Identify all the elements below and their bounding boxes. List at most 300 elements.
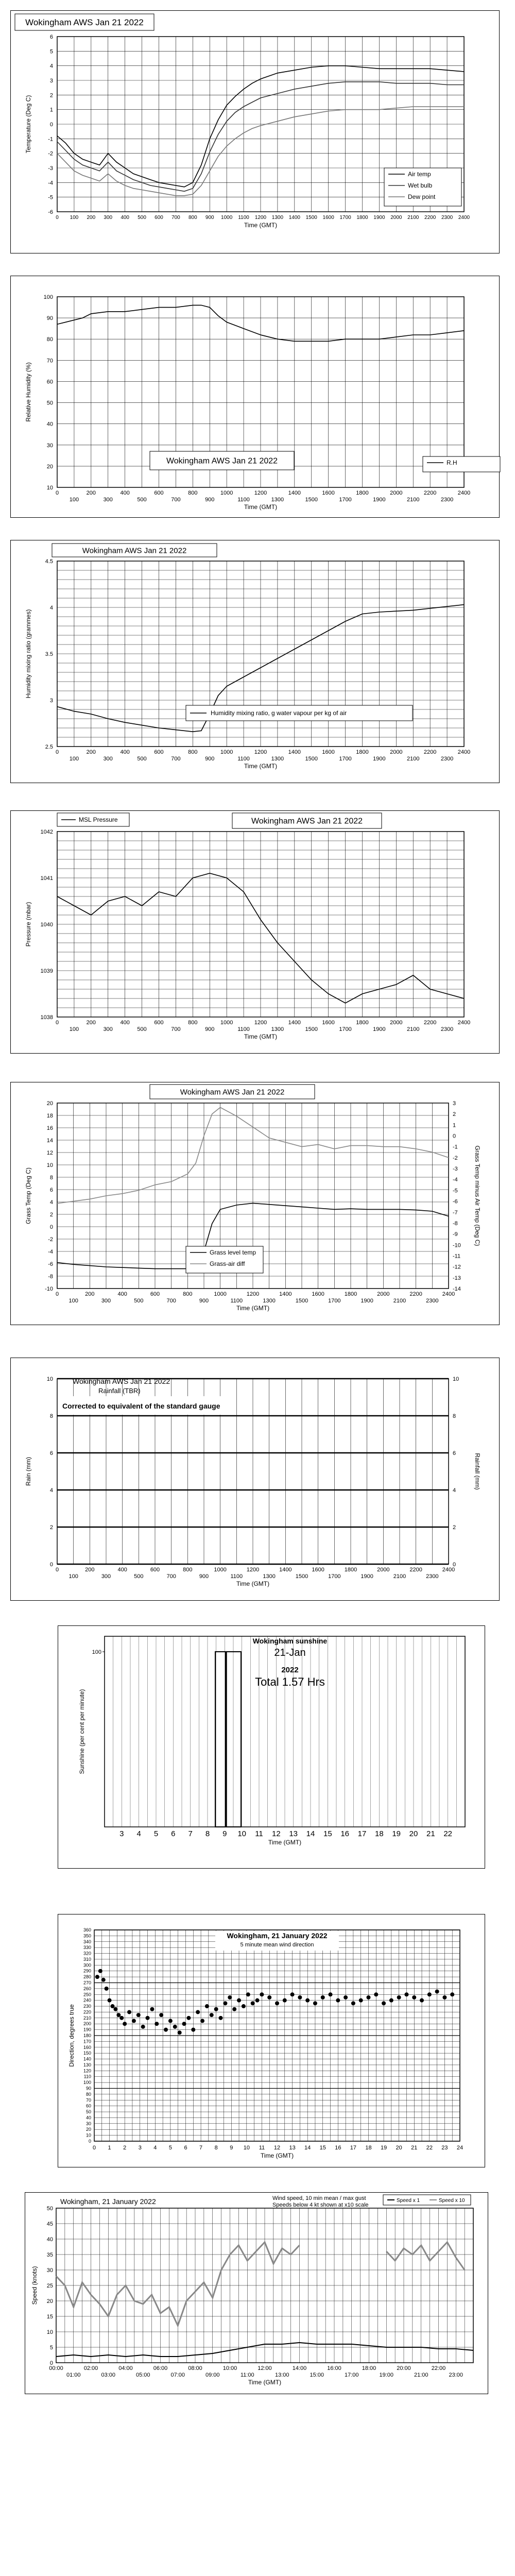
x-tick-label: 24 — [456, 2145, 464, 2151]
y-tick-label: 90 — [46, 315, 53, 322]
x-tick-label: 1200 — [254, 490, 267, 496]
legend-label: Dew point — [408, 193, 436, 200]
y-tick-label: 280 — [83, 1974, 91, 1980]
x-tick-label: 8 — [214, 2145, 218, 2151]
y-tick-label: 0 — [49, 1562, 53, 1568]
y-tick-label: 110 — [83, 2074, 91, 2079]
x-tick-label: 300 — [103, 497, 113, 503]
x-tick-label: 2400 — [457, 749, 471, 755]
chart-title: Wokingham AWS Jan 21 2022 — [180, 1088, 285, 1097]
y-tick-label: 2 — [49, 1524, 53, 1531]
y-tick-label: -1 — [48, 136, 53, 143]
chart-subtitle: Wind speed, 10 min mean / max gust — [272, 2195, 366, 2201]
x-tick-label: 15 — [323, 1829, 332, 1838]
x-tick-label: 500 — [138, 215, 146, 221]
x-tick-label: 23 — [441, 2145, 448, 2151]
x-tick-label: 19:00 — [379, 2372, 394, 2378]
data-point — [141, 2025, 145, 2029]
x-tick-label: 700 — [171, 756, 181, 762]
y-tick-label: 1 — [49, 107, 53, 113]
y-tick-label: 4 — [49, 605, 53, 611]
y2-tick-label: -7 — [453, 1209, 458, 1216]
data-point — [108, 1998, 112, 2003]
data-point — [191, 2028, 195, 2032]
y-tick-label: 210 — [83, 2015, 91, 2021]
y2-axis-label: Grass Temp minus Air Temp (Deg C) — [474, 1145, 481, 1246]
y-tick-label: 50 — [46, 2206, 53, 2212]
y-axis-label: Sunshine (per cent per minute) — [78, 1689, 85, 1774]
y-tick-label: 3 — [49, 78, 53, 84]
x-tick-label: 1700 — [339, 215, 351, 221]
x-tick-label: 800 — [188, 215, 197, 221]
y-tick-label: 240 — [83, 1997, 91, 2003]
y-tick-label: 30 — [46, 442, 53, 449]
data-point — [313, 2001, 317, 2005]
y-tick-label: 14 — [46, 1138, 53, 1144]
y-tick-label: 180 — [83, 2033, 91, 2038]
y-tick-label: 1040 — [40, 922, 53, 928]
chart-subtitle: 5 minute mean wind direction — [240, 1942, 314, 1948]
y2-tick-label: -4 — [453, 1177, 458, 1183]
x-tick-label: 2300 — [440, 756, 454, 762]
x-axis-label: Time (GMT) — [244, 1033, 278, 1040]
data-point — [182, 2022, 186, 2026]
x-tick-label: 1200 — [246, 1291, 260, 1297]
x-tick-label: 13 — [289, 1829, 298, 1838]
y-tick-label: 10 — [46, 1162, 53, 1168]
data-point — [321, 1995, 325, 1999]
annotation: Corrected to equivalent of the standard gauge — [62, 1402, 220, 1410]
x-tick-label: 07:00 — [170, 2372, 185, 2378]
x-tick-label: 10 — [237, 1829, 247, 1838]
y-tick-label: 360 — [83, 1927, 91, 1933]
x-tick-label: 11:00 — [240, 2372, 254, 2378]
y2-tick-label: -5 — [453, 1188, 458, 1194]
y-tick-label: 120 — [83, 2068, 91, 2074]
y-tick-label: 100 — [83, 2080, 91, 2086]
chart-title: Wokingham AWS Jan 21 2022 — [73, 1377, 170, 1385]
y2-tick-label: -11 — [453, 1253, 461, 1260]
x-tick-label: 1100 — [230, 1573, 243, 1580]
x-tick-label: 300 — [101, 1573, 111, 1580]
x-tick-label: 1500 — [305, 497, 318, 503]
x-tick-label: 1900 — [373, 215, 385, 221]
x-tick-label: 200 — [85, 1567, 95, 1573]
chart-subtitle: Rainfall (TBR) — [98, 1387, 141, 1395]
x-tick-label: 600 — [154, 215, 163, 221]
x-tick-label: 05:00 — [135, 2372, 150, 2378]
y-tick-label: 16 — [46, 1125, 53, 1131]
y-tick-label: 3 — [49, 698, 53, 704]
x-tick-label: 2200 — [409, 1567, 422, 1573]
x-tick-label: 2000 — [390, 1020, 403, 1026]
x-tick-label: 1900 — [360, 1298, 373, 1304]
x-axis-label: Time (GMT) — [260, 2152, 294, 2159]
x-tick-label: 2200 — [423, 490, 437, 496]
x-tick-label: 20 — [396, 2145, 402, 2151]
x-tick-label: 0 — [55, 1567, 59, 1573]
x-tick-label: 300 — [103, 756, 113, 762]
y-tick-label: 45 — [46, 2221, 53, 2227]
x-tick-label: 10 — [243, 2145, 250, 2151]
x-tick-label: 2400 — [457, 490, 471, 496]
data-point — [105, 1987, 109, 1991]
x-tick-label: 2300 — [441, 215, 453, 221]
y2-tick-label: -14 — [453, 1286, 461, 1292]
x-tick-label: 1900 — [373, 497, 386, 503]
data-point — [223, 2001, 227, 2005]
x-tick-label: 0 — [56, 215, 59, 221]
x-tick-label: 900 — [205, 497, 215, 503]
y-tick-label: 40 — [46, 421, 53, 428]
x-tick-label: 15 — [319, 2145, 326, 2151]
x-tick-label: 19 — [392, 1829, 401, 1838]
chart-title: Wokingham AWS Jan 21 2022 — [82, 546, 187, 555]
legend-label: Air temp — [408, 171, 431, 178]
y-tick-label: 20 — [46, 1100, 53, 1107]
x-tick-label: 1800 — [356, 215, 368, 221]
data-point — [200, 2019, 204, 2023]
x-tick-label: 700 — [171, 215, 180, 221]
x-tick-label: 1300 — [263, 1298, 276, 1304]
x-tick-label: 17:00 — [344, 2372, 359, 2378]
y2-tick-label: 0 — [453, 1562, 456, 1568]
y-tick-label: 8 — [49, 1413, 53, 1419]
legend-label: MSL Pressure — [79, 816, 118, 823]
x-tick-label: 14 — [304, 2145, 311, 2151]
x-tick-label: 500 — [137, 1026, 147, 1032]
y-tick-label: 1038 — [40, 1014, 53, 1021]
x-tick-label: 1600 — [312, 1291, 324, 1297]
x-tick-label: 2300 — [440, 1026, 454, 1032]
x-tick-label: 800 — [188, 1020, 198, 1026]
x-tick-label: 19 — [380, 2145, 387, 2151]
x-tick-label: 2200 — [409, 1291, 422, 1297]
data-point — [173, 2025, 177, 2029]
data-point — [219, 2016, 223, 2020]
x-tick-label: 2300 — [426, 1573, 439, 1580]
x-axis-label: Time (GMT) — [268, 1839, 302, 1846]
x-tick-label: 300 — [101, 1298, 111, 1304]
chart-pressure — [10, 810, 500, 1054]
data-point — [154, 2022, 159, 2026]
x-tick-label: 1800 — [344, 1567, 357, 1573]
x-tick-label: 09:00 — [205, 2372, 220, 2378]
y-tick-label: 10 — [46, 485, 53, 491]
legend-label: Grass-air diff — [210, 1260, 245, 1267]
x-tick-label: 9 — [230, 2145, 233, 2151]
x-tick-label: 16:00 — [327, 2365, 341, 2371]
x-tick-label: 2100 — [407, 756, 420, 762]
y-tick-label: -3 — [48, 165, 53, 172]
x-tick-label: 2300 — [426, 1298, 439, 1304]
y-tick-label: -8 — [48, 1274, 53, 1280]
chart-title: Wokingham AWS Jan 21 2022 — [251, 817, 363, 826]
y2-tick-label: 0 — [453, 1133, 456, 1140]
x-tick-label: 1800 — [356, 1020, 369, 1026]
y-tick-label: -2 — [48, 150, 53, 157]
data-point — [146, 2016, 150, 2020]
y2-tick-label: -12 — [453, 1264, 461, 1270]
data-point — [404, 1992, 408, 1996]
x-tick-label: 1 — [108, 2145, 111, 2151]
x-tick-label: 9 — [222, 1829, 227, 1838]
y-tick-label: 80 — [85, 2091, 91, 2097]
x-axis-label: Time (GMT) — [236, 1304, 270, 1312]
y2-tick-label: 1 — [453, 1122, 456, 1129]
x-tick-label: 1800 — [344, 1291, 357, 1297]
y-tick-label: -6 — [48, 209, 53, 215]
y2-tick-label: -6 — [453, 1198, 458, 1205]
x-tick-label: 900 — [205, 1026, 215, 1032]
chart-wind-speed — [25, 2192, 488, 2394]
x-tick-label: 1200 — [254, 1020, 267, 1026]
x-tick-label: 0 — [92, 2145, 96, 2151]
y-tick-label: 0 — [49, 1224, 53, 1230]
legend-label: Speed x 10 — [439, 2198, 465, 2204]
y2-tick-label: -13 — [453, 1275, 461, 1281]
x-tick-label: 2100 — [407, 497, 420, 503]
chart-grass-temp — [10, 1082, 500, 1325]
y2-tick-label: 2 — [453, 1524, 456, 1531]
legend-label: Grass level temp — [210, 1249, 256, 1256]
y-axis-label: Speed (knots) — [31, 2266, 38, 2305]
data-point — [123, 2022, 127, 2026]
x-tick-label: 1800 — [356, 490, 369, 496]
x-tick-label: 900 — [199, 1573, 209, 1580]
x-tick-label: 1000 — [220, 490, 233, 496]
x-tick-label: 18 — [374, 1829, 384, 1838]
y2-tick-label: 6 — [453, 1450, 456, 1456]
x-tick-label: 700 — [171, 1026, 181, 1032]
data-point — [113, 2007, 117, 2011]
x-axis-label: Time (GMT) — [248, 2379, 282, 2386]
y-tick-label: 50 — [46, 400, 53, 406]
x-tick-label: 100 — [69, 497, 79, 503]
x-tick-label: 1600 — [312, 1567, 324, 1573]
data-point — [374, 1992, 378, 1996]
x-tick-label: 18 — [365, 2145, 372, 2151]
x-tick-label: 1700 — [339, 756, 352, 762]
x-tick-label: 01:00 — [66, 2372, 81, 2378]
x-tick-label: 1700 — [328, 1298, 341, 1304]
y-axis-label: Relative Humidity (%) — [25, 362, 32, 422]
y-tick-label: 70 — [46, 358, 53, 364]
legend-label: R.H — [447, 459, 457, 466]
data-point — [435, 1990, 439, 1994]
x-tick-label: 0 — [55, 1291, 59, 1297]
y-tick-label: 80 — [46, 336, 53, 343]
y-tick-label: 30 — [85, 2121, 91, 2126]
y-tick-label: 2 — [49, 92, 53, 99]
x-tick-label: 1100 — [237, 1026, 250, 1032]
y-tick-label: 35 — [46, 2252, 53, 2258]
x-tick-label: 2400 — [458, 215, 470, 221]
x-tick-label: 1900 — [360, 1573, 373, 1580]
data-point — [260, 1992, 264, 1996]
y-axis-label: Rain (mm) — [25, 1457, 32, 1486]
x-axis-label: Time (GMT) — [244, 503, 278, 511]
x-tick-label: 1500 — [305, 756, 318, 762]
x-tick-label: 1000 — [221, 215, 233, 221]
data-point — [298, 1995, 302, 1999]
data-point — [178, 2030, 182, 2035]
data-point — [275, 2001, 279, 2005]
x-tick-label: 1100 — [237, 497, 250, 503]
x-tick-label: 1300 — [271, 497, 284, 503]
data-point — [251, 2001, 255, 2005]
data-point — [255, 1998, 260, 2003]
x-tick-label: 2400 — [457, 1020, 471, 1026]
x-tick-label: 500 — [137, 756, 147, 762]
x-tick-label: 200 — [85, 1291, 95, 1297]
legend-label: Humidity mixing ratio, g water vapour per kg of air — [211, 709, 347, 717]
y-tick-label: 1042 — [40, 829, 53, 835]
x-tick-label: 400 — [121, 215, 130, 221]
x-tick-label: 1400 — [288, 490, 301, 496]
x-tick-label: 2200 — [423, 749, 437, 755]
x-tick-label: 00:00 — [49, 2365, 63, 2371]
y-tick-label: 18 — [46, 1113, 53, 1119]
chart-rainfall — [10, 1358, 500, 1601]
x-tick-label: 1200 — [246, 1567, 260, 1573]
y2-tick-label: 8 — [453, 1413, 456, 1419]
x-tick-label: 1300 — [263, 1573, 276, 1580]
x-tick-label: 500 — [134, 1298, 144, 1304]
data-point — [397, 1995, 401, 1999]
data-point — [232, 2007, 236, 2011]
data-point — [98, 1969, 102, 1973]
x-tick-label: 4 — [153, 2145, 157, 2151]
x-tick-label: 700 — [171, 497, 181, 503]
x-tick-label: 22 — [426, 2145, 433, 2151]
x-tick-label: 100 — [69, 756, 79, 762]
x-tick-label: 1100 — [237, 756, 250, 762]
x-tick-label: 13:00 — [274, 2372, 289, 2378]
legend-label: Wet bulb — [408, 182, 433, 189]
y-tick-label: 160 — [83, 2044, 91, 2050]
x-tick-label: 3 — [138, 2145, 142, 2151]
y-tick-label: 5 — [49, 48, 53, 55]
data-point — [127, 2010, 131, 2014]
x-axis-label: Time (GMT) — [244, 762, 278, 770]
total-label: Total 1.57 Hrs — [255, 1675, 325, 1688]
x-tick-label: 800 — [188, 490, 198, 496]
x-tick-label: 400 — [117, 1291, 127, 1297]
y2-tick-label: -2 — [453, 1155, 458, 1161]
y-axis-label: Humidity mixing ratio (grammes) — [25, 609, 32, 699]
y-tick-label: 20 — [85, 2127, 91, 2132]
y-tick-label: 270 — [83, 1980, 91, 1986]
y2-tick-label: -10 — [453, 1242, 461, 1249]
y-tick-label: -4 — [48, 180, 53, 187]
y2-tick-label: -1 — [453, 1144, 458, 1150]
x-tick-label: 600 — [150, 1567, 160, 1573]
chart-title: Wokingham, 21 January 2022 — [60, 2197, 156, 2206]
x-tick-label: 1800 — [356, 749, 369, 755]
data-point — [101, 1978, 106, 1982]
y-tick-label: 1041 — [40, 875, 53, 882]
y-axis-label: Pressure (mbar) — [25, 902, 32, 947]
y-tick-label: 310 — [83, 1956, 91, 1962]
x-tick-label: 2100 — [393, 1573, 406, 1580]
x-tick-label: 03:00 — [101, 2372, 116, 2378]
x-tick-label: 2000 — [377, 1567, 390, 1573]
y-tick-label: 230 — [83, 2004, 91, 2009]
y-tick-label: 170 — [83, 2039, 91, 2044]
x-tick-label: 4 — [136, 1829, 141, 1838]
x-axis-label: Time (GMT) — [244, 222, 278, 229]
data-point — [367, 1995, 371, 1999]
x-tick-label: 8 — [205, 1829, 210, 1838]
x-tick-label: 1400 — [279, 1291, 292, 1297]
data-point — [196, 2010, 200, 2014]
x-tick-label: 1400 — [288, 749, 301, 755]
x-tick-label: 600 — [154, 1020, 164, 1026]
x-tick-label: 12 — [271, 1829, 281, 1838]
chart-sunshine — [58, 1625, 485, 1869]
y-tick-label: 30 — [46, 2267, 53, 2274]
data-point — [111, 2004, 115, 2008]
legend-label: Speed x 1 — [397, 2198, 420, 2204]
x-tick-label: 1200 — [254, 215, 267, 221]
x-tick-label: 12 — [273, 2145, 281, 2151]
chart-temperature — [10, 10, 500, 253]
data-point — [283, 1998, 287, 2003]
x-tick-label: 17 — [350, 2145, 357, 2151]
data-point — [168, 2019, 173, 2023]
x-tick-label: 900 — [199, 1298, 209, 1304]
x-tick-label: 1900 — [373, 1026, 386, 1032]
y-tick-label: 0 — [49, 2360, 53, 2366]
x-tick-label: 1300 — [271, 1026, 284, 1032]
y-tick-label: 40 — [46, 2236, 53, 2243]
data-point — [242, 2004, 246, 2008]
y2-tick-label: 4 — [453, 1487, 456, 1494]
series-line-speed-x10 — [386, 2242, 465, 2270]
x-tick-label: 08:00 — [188, 2365, 202, 2371]
x-tick-label: 22 — [443, 1829, 453, 1838]
x-tick-label: 7 — [188, 1829, 193, 1838]
chart-wind-direction — [58, 1914, 485, 2167]
x-tick-label: 1600 — [322, 215, 334, 221]
y-tick-label: 60 — [85, 2103, 91, 2109]
x-tick-label: 0 — [55, 1020, 59, 1026]
x-tick-label: 1600 — [322, 1020, 335, 1026]
x-tick-label: 7 — [199, 2145, 203, 2151]
x-tick-label: 900 — [205, 215, 214, 221]
data-point — [450, 1992, 454, 1996]
y-tick-label: 4 — [49, 1487, 53, 1494]
y-tick-label: 1039 — [40, 968, 53, 974]
x-tick-label: 11 — [255, 1829, 263, 1838]
x-tick-label: 500 — [134, 1573, 144, 1580]
data-point — [150, 2007, 154, 2011]
y-tick-label: 20 — [46, 463, 53, 470]
x-tick-label: 1200 — [254, 749, 267, 755]
chart-mixing-ratio — [10, 540, 500, 783]
y-tick-label: 60 — [46, 379, 53, 385]
y-tick-label: 340 — [83, 1939, 91, 1944]
x-tick-label: 1000 — [214, 1291, 227, 1297]
y-tick-label: 150 — [83, 2050, 91, 2056]
x-tick-label: 1300 — [271, 215, 284, 221]
y-tick-label: 40 — [85, 2115, 91, 2121]
y-tick-label: 20 — [46, 2298, 53, 2304]
x-tick-label: 2100 — [407, 215, 419, 221]
x-tick-label: 1500 — [295, 1573, 308, 1580]
data-point — [412, 1995, 416, 1999]
